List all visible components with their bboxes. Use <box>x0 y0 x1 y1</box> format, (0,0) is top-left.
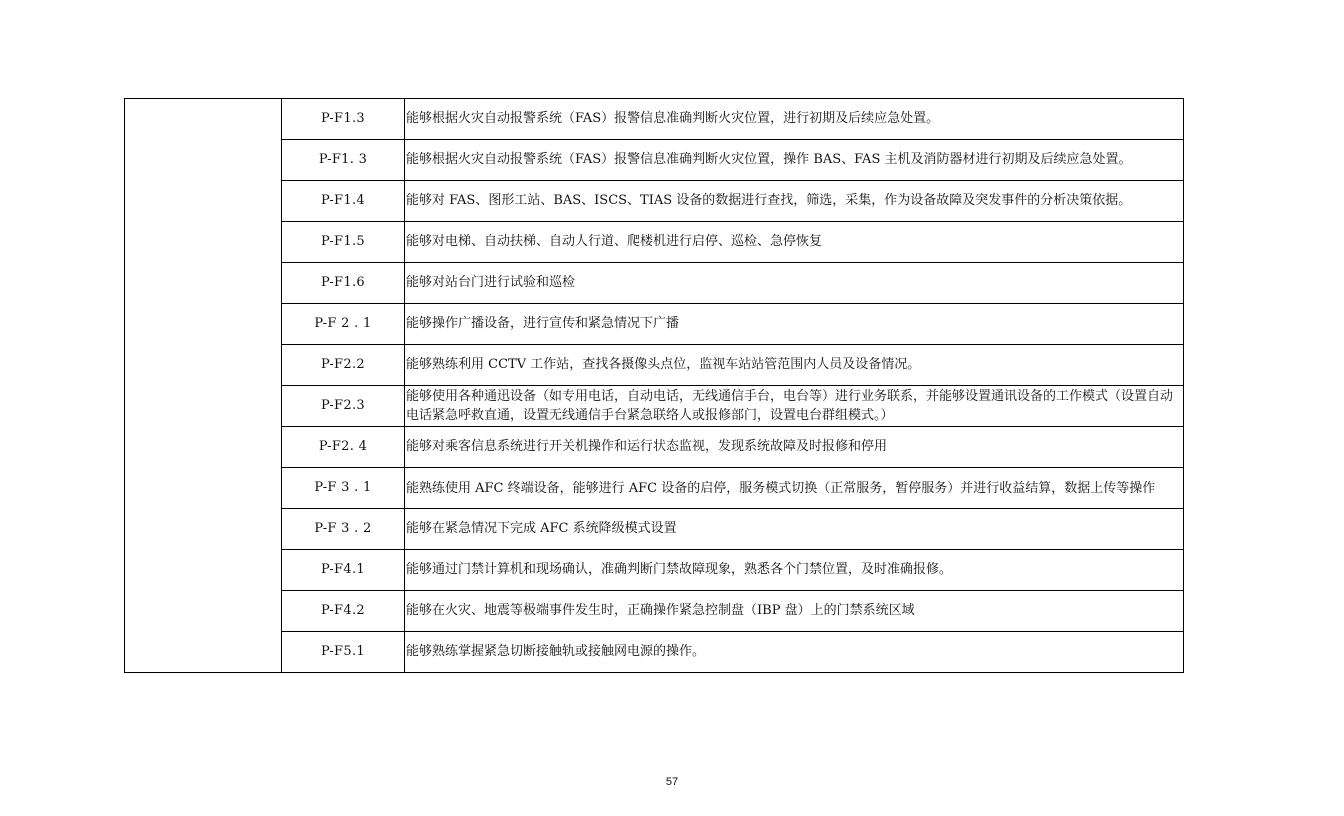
row-code: P-F5.1 <box>282 632 405 673</box>
table-row <box>125 99 1184 140</box>
table-row <box>125 632 1184 673</box>
row-description: 能够操作广播设备，进行宣传和紧急情况下广播 <box>405 304 1184 345</box>
row-description: 能够根据火灾自动报警系统（FAS）报警信息准确判断火灾位置，操作 BAS、FAS 主机及消防器材进行初期及后续应急处置。 <box>405 140 1184 181</box>
row-code: P-F 3 . 1 <box>282 468 405 509</box>
row-code: P-F1.6 <box>282 263 405 304</box>
table-row <box>125 509 1184 550</box>
table-row <box>125 386 1184 427</box>
row-code: P-F4.2 <box>282 591 405 632</box>
row-code: P-F 3 . 2 <box>282 509 405 550</box>
row-description: 能够通过门禁计算机和现场确认，准确判断门禁故障现象，熟悉各个门禁位置，及时准确报修。 <box>405 550 1184 591</box>
row-description: 能够在火灾、地震等极端事件发生时，正确操作紧急控制盘（IBP 盘）上的门禁系统区域 <box>405 591 1184 632</box>
row-description: 能够熟练掌握紧急切断接触轨或接触网电源的操作。 <box>405 632 1184 673</box>
table-row <box>125 140 1184 181</box>
table-row <box>125 304 1184 345</box>
row-code: P-F1. 3 <box>282 140 405 181</box>
table-row <box>125 550 1184 591</box>
row-code: P-F2.2 <box>282 345 405 386</box>
row-description: 能够熟练利用 CCTV 工作站，查找各摄像头点位，监视车站站管范围内人员及设备情况。 <box>405 345 1184 386</box>
merged-category-cell <box>125 99 282 673</box>
row-code: P-F1.3 <box>282 99 405 140</box>
row-code: P-F1.4 <box>282 181 405 222</box>
table-row <box>125 345 1184 386</box>
row-description: 能够使用各种通迅设备（如专用电话，自动电话，无线通信手台，电台等）进行业务联系，并能够设置通讯设备的工作模式（设置自动电话紧急呼救直通，设置无线通信手台紧急联络人或报修部门，设置电台群组模式。） <box>405 386 1184 427</box>
row-description: 能够在紧急情况下完成 AFC 系统降级模式设置 <box>405 509 1184 550</box>
row-code: P-F 2 . 1 <box>282 304 405 345</box>
row-code: P-F2.3 <box>282 386 405 427</box>
table-row <box>125 181 1184 222</box>
table-row <box>125 591 1184 632</box>
page-number: 57 <box>665 776 679 788</box>
table-row <box>125 468 1184 509</box>
table-row <box>125 222 1184 263</box>
table-row <box>125 263 1184 304</box>
row-description: 能熟练使用 AFC 终端设备，能够进行 AFC 设备的启停，服务模式切换（正常服务，暂停服务）并进行收益结算，数据上传等操作 <box>405 468 1184 509</box>
row-description: 能够根据火灾自动报警系统（FAS）报警信息准确判断火灾位置，进行初期及后续应急处置。 <box>405 99 1184 140</box>
row-code: P-F4.1 <box>282 550 405 591</box>
row-code: P-F1.5 <box>282 222 405 263</box>
row-description: 能够对站台门进行试验和巡检 <box>405 263 1184 304</box>
row-code: P-F2. 4 <box>282 427 405 468</box>
table-row <box>125 427 1184 468</box>
row-description: 能够对电梯、自动扶梯、自动人行道、爬楼机进行启停、巡检、急停恢复 <box>405 222 1184 263</box>
row-description: 能够对 FAS、图形工站、BAS、ISCS、TIAS 设备的数据进行查找，筛选，采集，作为设备故障及突发事件的分析决策依据。 <box>405 181 1184 222</box>
row-description: 能够对乘客信息系统进行开关机操作和运行状态监视，发现系统故障及时报修和停用 <box>405 427 1184 468</box>
competency-table <box>124 98 1184 673</box>
